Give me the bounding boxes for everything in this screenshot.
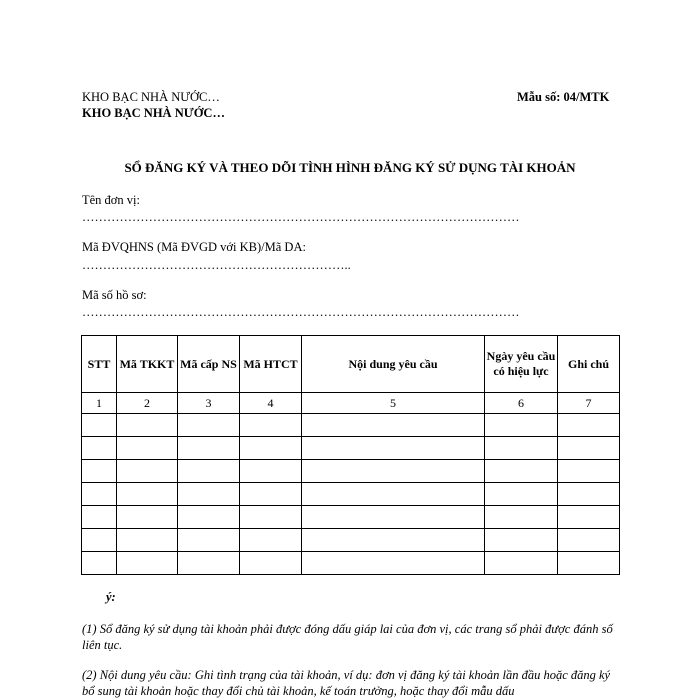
document-title: SỔ ĐĂNG KÝ VÀ THEO DÕI TÌNH HÌNH ĐĂNG KÝ SỬ DỤNG TÀI KHOẢN — [124, 160, 576, 175]
form-code: Mẫu số: 04/MTK — [517, 90, 610, 104]
file-number-label: Mã số hồ sơ: — [82, 288, 147, 302]
unit-code-fill-line: ……………………………………………………….. — [82, 258, 351, 272]
table-cell — [485, 437, 558, 460]
table-row — [82, 414, 620, 437]
table-cell — [485, 529, 558, 552]
table-cell — [302, 529, 485, 552]
table-cell — [178, 552, 240, 575]
table-cell — [117, 552, 178, 575]
table-cell — [82, 552, 117, 575]
file-number-fill-line: …………………………………………………………………………………………… — [82, 305, 520, 319]
header-budget-level-code: Mã cấp NS — [178, 336, 240, 393]
table-cell — [178, 506, 240, 529]
note-item-2: (2) Nội dung yêu cầu: Ghi tình trạng của tài khoản, ví dụ: đơn vị đăng ký tài khoản lần đầu hoặc đăng ký bổ sung tài khoản hoặc thay đổi chủ tài khoản, kế toán trưởng, hoặc thay đổi mẫu dấu — [82, 668, 611, 698]
table-cell — [485, 552, 558, 575]
column-number: 3 — [178, 393, 240, 414]
table-cell — [82, 414, 117, 437]
table-cell — [558, 506, 620, 529]
table-cell — [240, 483, 302, 506]
table-row — [82, 483, 620, 506]
note-item-1: (1) Sổ đăng ký sử dụng tài khoản phải được đóng dấu giáp lai của đơn vị, các trang sổ phải được đánh số liên tục. — [82, 622, 613, 652]
table-cell — [240, 506, 302, 529]
table-cell — [558, 552, 620, 575]
treasury-name-line-2: KHO BẠC NHÀ NƯỚC… — [82, 106, 225, 120]
header-stt: STT — [82, 336, 117, 393]
table-cell — [558, 460, 620, 483]
table-cell — [117, 529, 178, 552]
column-number: 5 — [302, 393, 485, 414]
column-number: 6 — [485, 393, 558, 414]
table-cell — [178, 483, 240, 506]
table-cell — [178, 437, 240, 460]
treasury-name-line-1: KHO BẠC NHÀ NƯỚC… — [82, 90, 220, 104]
table-cell — [117, 483, 178, 506]
column-number: 4 — [240, 393, 302, 414]
table-cell — [302, 483, 485, 506]
register-table — [81, 335, 620, 575]
table-cell — [240, 552, 302, 575]
table-cell — [178, 460, 240, 483]
table-cell — [240, 414, 302, 437]
table-cell — [178, 414, 240, 437]
table-cell — [485, 483, 558, 506]
table-row — [82, 460, 620, 483]
table-cell — [302, 437, 485, 460]
table-cell — [302, 414, 485, 437]
header-notes: Ghi chú — [558, 336, 620, 393]
header-request-content: Nội dung yêu cầu — [302, 336, 485, 393]
header-effective-date: Ngày yêu cầu có hiệu lực — [485, 336, 558, 393]
table-cell — [240, 460, 302, 483]
unit-code-label: Mã ĐVQHNS (Mã ĐVGD với KB)/Mã DA: — [82, 240, 306, 254]
table-cell — [558, 483, 620, 506]
column-number: 2 — [117, 393, 178, 414]
table-cell — [82, 506, 117, 529]
header-account-code: Mã TKKT — [117, 336, 178, 393]
table-cell — [558, 414, 620, 437]
table-cell — [485, 460, 558, 483]
table-cell — [82, 529, 117, 552]
table-row — [82, 529, 620, 552]
column-number: 1 — [82, 393, 117, 414]
table-cell — [558, 529, 620, 552]
table-cell — [240, 437, 302, 460]
notes-heading: ý: — [106, 590, 116, 604]
header-htct-code: Mã HTCT — [240, 336, 302, 393]
table-cell — [302, 506, 485, 529]
table-cell — [117, 437, 178, 460]
table-row — [82, 506, 620, 529]
table-cell — [558, 437, 620, 460]
unit-name-fill-line: …………………………………………………………………………………………… — [82, 210, 520, 224]
table-cell — [117, 506, 178, 529]
table-cell — [240, 529, 302, 552]
table-cell — [302, 552, 485, 575]
unit-name-label: Tên đơn vị: — [82, 193, 140, 207]
table-row — [82, 552, 620, 575]
table-cell — [82, 437, 117, 460]
column-number: 7 — [558, 393, 620, 414]
column-number-row — [82, 393, 620, 414]
table-cell — [117, 460, 178, 483]
table-cell — [302, 460, 485, 483]
table-cell — [485, 414, 558, 437]
table-cell — [178, 529, 240, 552]
table-cell — [117, 414, 178, 437]
table-row — [82, 437, 620, 460]
table-cell — [82, 460, 117, 483]
table-header-row — [82, 336, 620, 393]
table-cell — [82, 483, 117, 506]
table-cell — [485, 506, 558, 529]
